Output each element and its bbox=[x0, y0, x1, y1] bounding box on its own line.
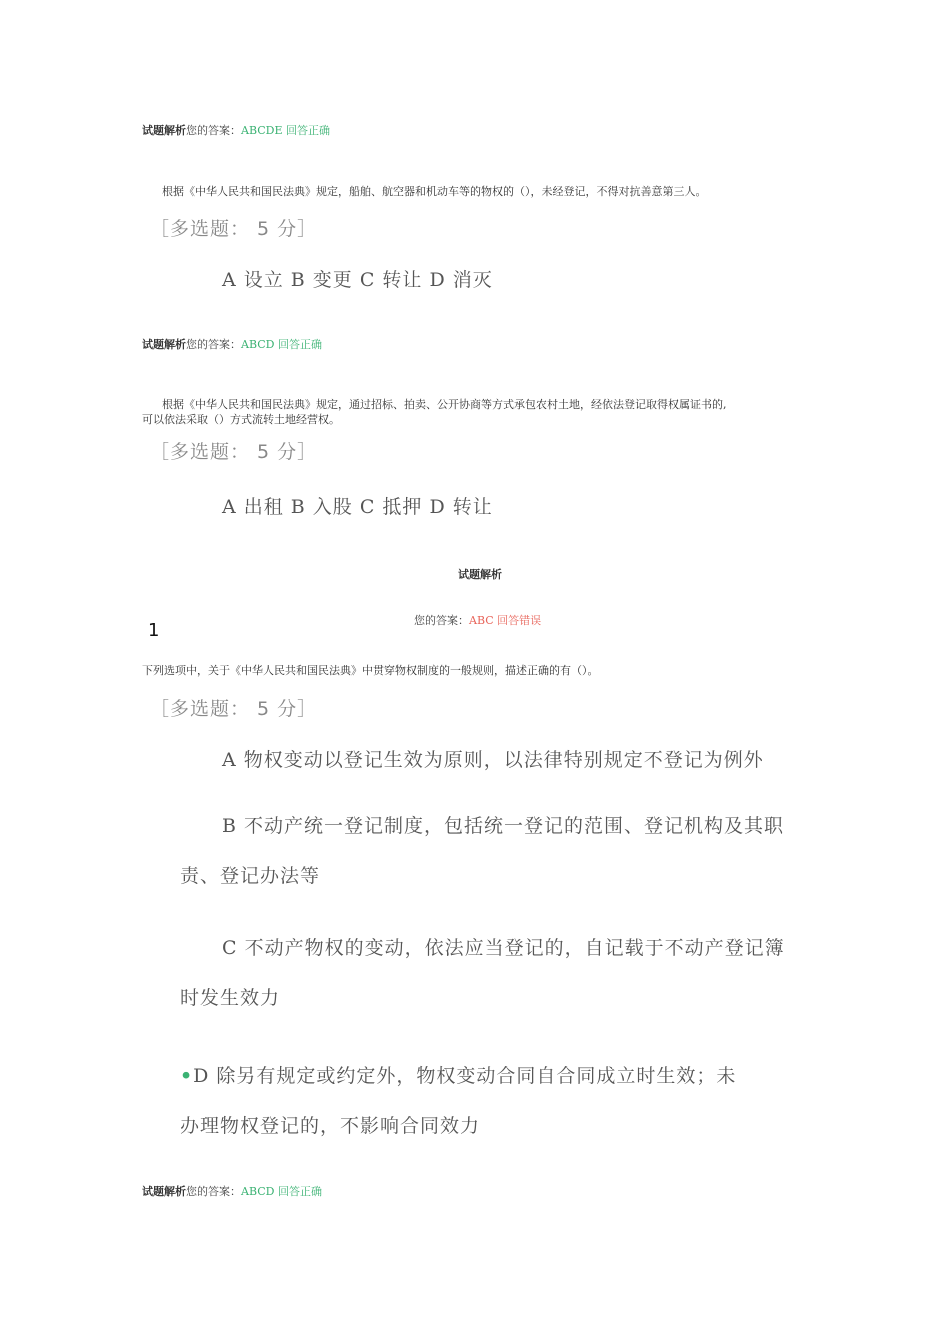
answer-label: 您的答案： bbox=[186, 338, 241, 351]
answer-result bbox=[414, 612, 541, 628]
option-d-line1 bbox=[180, 1061, 736, 1088]
answer-result bbox=[142, 122, 330, 138]
question-type-tag: ［多选题： 5 分］ bbox=[150, 441, 318, 463]
analysis-label: 试题解析 bbox=[142, 1185, 186, 1198]
answer-label: 您的答案： bbox=[186, 124, 241, 137]
option-list: A 设立 B 变更 C 转让 D 消灭 bbox=[222, 269, 493, 291]
answer-result bbox=[142, 336, 322, 352]
option-b-line1: B 不动产统一登记制度，包括统一登记的范围、登记机构及其职 bbox=[222, 815, 785, 837]
question-text: 根据《中华人民共和国民法典》规定，船舶、航空器和机动车等的物权的（），未经登记，不得对抗善意第三人。 bbox=[162, 185, 707, 198]
option-a: A 物权变动以登记生效为原则，以法律特别规定不登记为例外 bbox=[222, 749, 764, 771]
answer-verdict: 回答错误 bbox=[497, 614, 542, 627]
answer-verdict: 回答正确 bbox=[277, 1185, 322, 1198]
answer-value: ABCD bbox=[241, 338, 275, 351]
question-type-tag: ［多选题： 5 分］ bbox=[150, 698, 318, 720]
question-text: 下列选项中，关于《中华人民共和国民法典》中贯穿物权制度的一般规则，描述正确的有（）。 bbox=[142, 664, 599, 677]
answer-value: ABCD bbox=[241, 1185, 275, 1198]
question-text-line1: 根据《中华人民共和国民法典》规定，通过招标、拍卖、公开协商等方式承包农村土地，经依法登记取得权属证书的, bbox=[162, 398, 727, 411]
answer-label: 您的答案： bbox=[414, 614, 469, 627]
answer-verdict: 回答正确 bbox=[286, 124, 330, 137]
option-d-line2: 办理物权登记的，不影响合同效力 bbox=[180, 1115, 481, 1137]
option-list: A 出租 B 入股 C 抵押 D 转让 bbox=[222, 496, 493, 518]
answer-value: ABCDE bbox=[241, 124, 283, 137]
option-d-text: D 除另有规定或约定外，物权变动合同自合同成立时生效；未 bbox=[193, 1065, 737, 1087]
option-c-line2: 时发生效力 bbox=[180, 987, 281, 1009]
answer-verdict: 回答正确 bbox=[277, 338, 322, 351]
option-b-line2: 责、登记办法等 bbox=[180, 865, 321, 887]
answer-value: ABC bbox=[469, 614, 494, 627]
selected-bullet-icon: • bbox=[180, 1065, 194, 1087]
analysis-label: 试题解析 bbox=[142, 124, 186, 137]
question-number: 1 bbox=[148, 620, 160, 641]
analysis-heading: 试题解析 bbox=[458, 568, 502, 581]
answer-label: 您的答案： bbox=[186, 1185, 241, 1198]
analysis-label: 试题解析 bbox=[142, 338, 186, 351]
question-type-tag: ［多选题： 5 分］ bbox=[150, 218, 318, 240]
question-text-line2: 可以依法采取（）方式流转土地经营权。 bbox=[142, 413, 340, 426]
option-c-line1: C 不动产物权的变动，依法应当登记的，自记载于不动产登记簿 bbox=[222, 937, 785, 959]
answer-result bbox=[142, 1183, 322, 1199]
